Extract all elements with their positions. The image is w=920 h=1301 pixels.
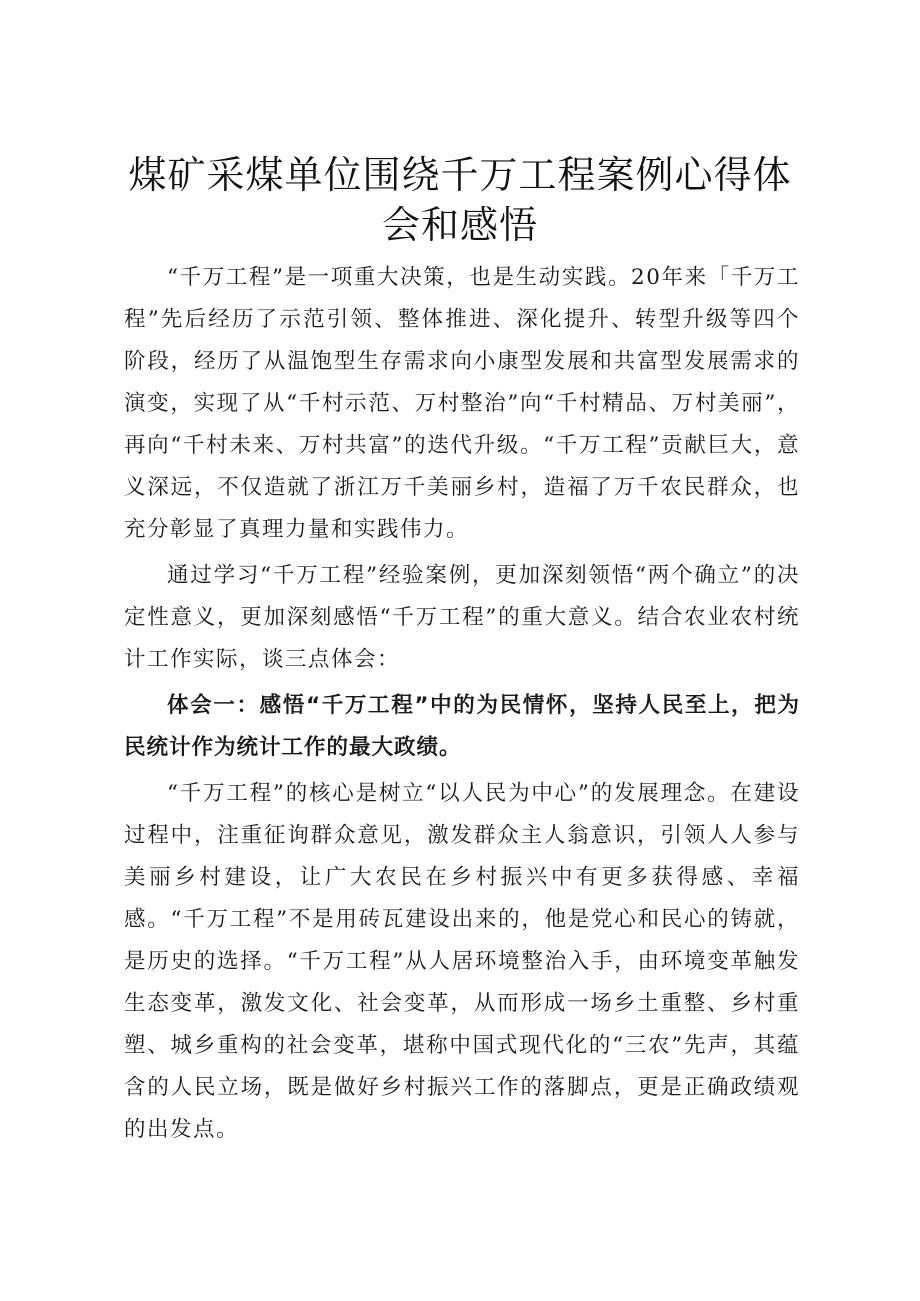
paragraph-study: 通过学习“千万工程”经验案例，更加深刻领悟“两个确立”的决定性意义，更加深刻感悟“千万工程”的重大意义。结合农业农村统计工作实际，谈三点体会： xyxy=(124,563,800,672)
document-body xyxy=(124,257,800,1155)
paragraph-section-1: “千万工程”的核心是树立“以人民为中心”的发展理念。在建设过程中，注重征询群众意见，激发群众主人翁意识，引领人人参与美丽乡村建设，让广大农民在乡村振兴中有更多获得感、幸福感。“千万工程”不是用砖瓦建设出来的，他是党心和民心的铸就，是历史的选择。“千万工程”从人居环境整治入手，由环境变革触发生态变革，激发文化、社会变革，从而形成一场乡土重整、乡村重塑、城乡重构的社会变革，堪称中国式现代化的“三农”先声，其蕴含的人民立场，既是做好乡村振兴工作的落脚点，更是正确政绩观的出发点。 xyxy=(124,781,800,1142)
document-title: 煤矿采煤单位围绕千万工程案例心得体会和感悟 xyxy=(128,153,792,247)
paragraph-intro: “千万工程”是一项重大决策，也是生动实践。20年来「千万工程”先后经历了示范引领、整体推进、深化提升、转型升级等四个阶段，经历了从温饱型生存需求向小康型发展和共富型发展需求的演变，实现了从“千村示范、万村整治”向“千村精品、万村美丽”，再向“千村未来、万村共富”的迭代升级。“千万工程”贡献巨大，意义深远，不仅造就了浙江万千美丽乡村，造福了万千农民群众，也充分彰显了真理力量和实践伟力。 xyxy=(124,265,800,542)
section-heading-1: 体会一：感悟“千万工程”中的为民情怀，坚持人民至上，把为民统计作为统计工作的最大政绩。 xyxy=(124,693,800,760)
